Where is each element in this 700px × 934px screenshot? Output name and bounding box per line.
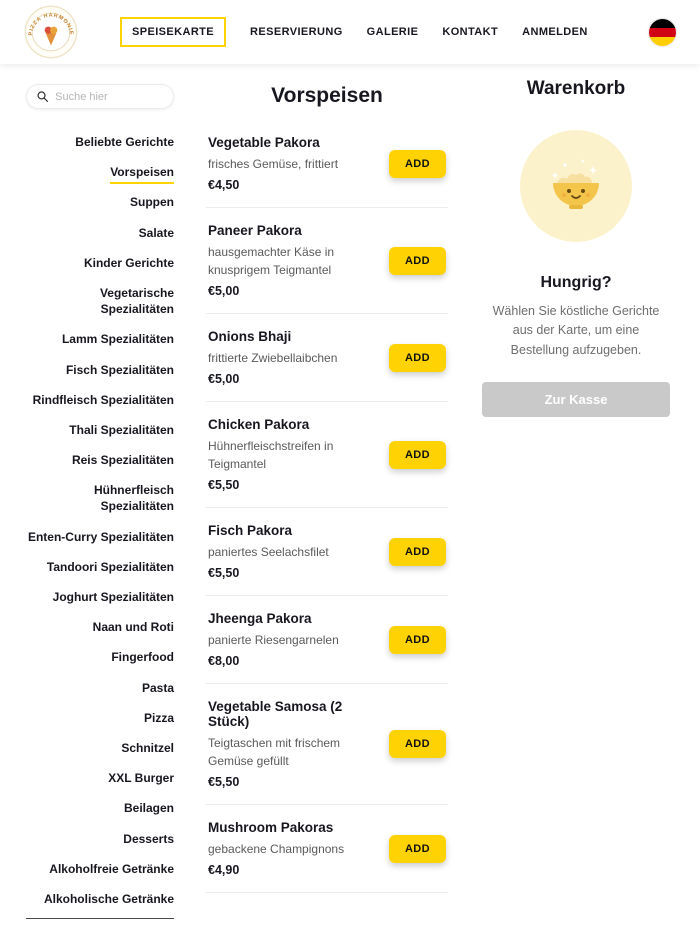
- menu-item-info: [208, 223, 377, 298]
- sidebar-item-label: Schnitzel: [121, 740, 174, 755]
- sidebar-item[interactable]: [26, 884, 174, 914]
- nav-item-speisekarte[interactable]: SPEISEKARTE: [120, 17, 226, 47]
- sidebar-item-label: Beilagen: [123, 801, 174, 816]
- menu-item-price: €4,90: [208, 863, 240, 877]
- menu-item-name: Vegetable Pakora: [208, 135, 320, 150]
- sidebar-item-label: Fingerfood: [111, 650, 174, 665]
- sidebar-item-label: Desserts: [123, 831, 174, 846]
- menu-item-info: [208, 135, 377, 192]
- menu-item-info: [208, 523, 377, 580]
- menu-item: [206, 596, 448, 684]
- sidebar-item[interactable]: [26, 187, 174, 217]
- cart-illustration-circle: [520, 130, 632, 242]
- menu-item-name: Vegetable Samosa (2 Stück): [208, 699, 343, 729]
- sidebar-item[interactable]: [26, 157, 174, 187]
- cart-empty-description: Wählen Sie köstliche Gerichte aus der Karte, um eine Bestellung aufzugeben.: [492, 304, 660, 357]
- sidebar-item-label: Reis Spezialitäten: [71, 453, 174, 468]
- svg-text:PIZZA HARMONIE: PIZZA HARMONIE: [27, 12, 75, 36]
- menu-item-price: €5,50: [208, 775, 240, 789]
- search-input[interactable]: [55, 91, 163, 103]
- category-list: [26, 127, 174, 914]
- sidebar-item[interactable]: [26, 552, 174, 582]
- menu-item-info: [208, 820, 377, 877]
- sidebar-item-label: Joghurt Spezialitäten: [52, 590, 174, 604]
- sidebar-item[interactable]: [26, 278, 174, 324]
- sidebar-item-label: Pizza: [143, 710, 174, 725]
- menu-item-description: paniertes Seelachsfilet: [208, 545, 329, 559]
- sidebar-item[interactable]: [26, 522, 174, 552]
- nav-item-reservierung[interactable]: RESERVIERUNG: [250, 26, 343, 38]
- checkout-button[interactable]: Zur Kasse: [482, 382, 670, 417]
- sidebar: [0, 64, 190, 934]
- main-nav: [120, 17, 649, 47]
- menu-item-info: [208, 329, 377, 386]
- sidebar-item[interactable]: [26, 763, 174, 793]
- sidebar-item[interactable]: [26, 355, 174, 385]
- add-button[interactable]: ADD: [389, 344, 446, 372]
- sidebar-item[interactable]: [26, 854, 174, 884]
- sidebar-item[interactable]: [26, 127, 174, 157]
- menu-item-name: Paneer Pakora: [208, 223, 302, 238]
- sidebar-item[interactable]: [26, 824, 174, 854]
- sidebar-item[interactable]: [26, 248, 174, 278]
- menu-item-description: Teigtaschen mit frischem Gemüse gefüllt: [208, 736, 341, 768]
- add-button[interactable]: ADD: [389, 441, 446, 469]
- menu-item-info: [208, 699, 377, 789]
- search-icon: [37, 90, 48, 103]
- menu-item-price: €8,00: [208, 654, 240, 668]
- sidebar-item-label: Enten-Curry Spezialitäten: [27, 529, 174, 544]
- menu-item-description: panierte Riesengarnelen: [208, 633, 339, 647]
- menu-item: [206, 402, 448, 508]
- smiling-bowl-icon: [543, 153, 609, 219]
- menu-item-name: Jheenga Pakora: [208, 611, 312, 626]
- sidebar-item[interactable]: [26, 324, 174, 354]
- sidebar-item[interactable]: [26, 793, 174, 823]
- menu-item-price: €5,50: [208, 478, 240, 492]
- menu-item-price: €5,00: [208, 372, 240, 386]
- sidebar-item-label: Fisch Spezialitäten: [65, 362, 174, 377]
- german-flag-icon[interactable]: [649, 19, 676, 46]
- menu-item-description: Hühnerfleischstreifen in Teigmantel: [208, 439, 334, 471]
- cart-empty-heading: Hungrig?: [540, 274, 612, 291]
- sidebar-item-label: Salate: [138, 225, 174, 240]
- add-button[interactable]: ADD: [389, 835, 446, 863]
- menu-item-name: Chicken Pakora: [208, 417, 310, 432]
- sidebar-item-label: XXL Burger: [108, 771, 174, 786]
- sidebar-item[interactable]: [26, 642, 174, 672]
- sidebar-item[interactable]: [26, 218, 174, 248]
- sidebar-item[interactable]: [26, 582, 174, 612]
- menu-item-description: gebackene Champignons: [208, 842, 345, 856]
- menu-item: [206, 508, 448, 596]
- menu-item-description: hausgemachter Käse in knusprigem Teigmantel: [208, 245, 335, 277]
- menu-item-price: €4,50: [208, 178, 240, 192]
- menu-item-list: [206, 120, 448, 893]
- sidebar-item[interactable]: [26, 385, 174, 415]
- sidebar-item-label: Tandoori Spezialitäten: [46, 559, 174, 574]
- sidebar-item-label: Suppen: [130, 195, 174, 210]
- sidebar-divider: [26, 918, 174, 919]
- sidebar-item-label: Lamm Spezialitäten: [61, 332, 174, 347]
- sidebar-item-label: Alkoholfreie Getränke: [49, 861, 174, 876]
- menu-item-price: €5,00: [208, 284, 240, 298]
- add-button[interactable]: ADD: [389, 626, 446, 654]
- sidebar-item-label: Beliebte Gerichte: [75, 135, 174, 149]
- header: [0, 0, 700, 64]
- sidebar-item-label: Thali Spezialitäten: [69, 422, 174, 437]
- add-button[interactable]: ADD: [389, 247, 446, 275]
- search-box: [26, 84, 174, 109]
- sidebar-item-label: Vorspeisen: [110, 165, 174, 184]
- menu-item: [206, 208, 448, 314]
- sidebar-item-label: Alkoholische Getränke: [43, 891, 174, 906]
- menu-item-info: [208, 611, 377, 668]
- menu-item-name: Fisch Pakora: [208, 523, 293, 538]
- nav-item-anmelden[interactable]: ANMELDEN: [522, 26, 588, 38]
- sidebar-item-label: Rindfleisch Spezialitäten: [32, 392, 174, 407]
- sidebar-item[interactable]: [26, 673, 174, 703]
- menu-item-price: €5,50: [208, 566, 240, 580]
- sidebar-item[interactable]: [26, 415, 174, 445]
- add-button[interactable]: ADD: [389, 150, 446, 178]
- cart-title: Warenkorb: [526, 78, 626, 99]
- menu-item-description: frittierte Zwiebellaibchen: [208, 351, 338, 365]
- sidebar-item-label: Kinder Gerichte: [83, 255, 174, 270]
- page-title: Vorspeisen: [271, 84, 383, 107]
- sidebar-item-label: Vegetarische Spezialitäten: [99, 285, 174, 317]
- nav-item-galerie[interactable]: GALERIE: [366, 26, 419, 38]
- menu-item-description: frisches Gemüse, frittiert: [208, 157, 339, 171]
- nav-item-kontakt[interactable]: KONTAKT: [442, 26, 499, 38]
- add-button[interactable]: ADD: [389, 730, 446, 758]
- menu-item: [206, 684, 448, 805]
- menu-item: [206, 314, 448, 402]
- sidebar-item-label: Naan und Roti: [92, 620, 174, 635]
- sidebar-item[interactable]: [26, 445, 174, 475]
- menu-item: [206, 805, 448, 893]
- sidebar-item-label: Hühnerfleisch Spezialitäten: [93, 483, 174, 514]
- menu-item-info: [208, 417, 377, 492]
- sidebar-item[interactable]: [26, 475, 174, 521]
- page-layout: [0, 64, 700, 934]
- sidebar-item-label: Pasta: [141, 680, 174, 695]
- sidebar-item[interactable]: [26, 703, 174, 733]
- pizza-harmonie-logo-icon: [24, 5, 78, 59]
- logo[interactable]: [24, 5, 78, 59]
- sidebar-item[interactable]: [26, 733, 174, 763]
- add-button[interactable]: ADD: [389, 538, 446, 566]
- menu-section: [190, 64, 468, 934]
- menu-item-name: Onions Bhaji: [208, 329, 292, 344]
- sidebar-item[interactable]: [26, 612, 174, 642]
- menu-item-name: Mushroom Pakoras: [208, 820, 334, 835]
- cart-panel: [468, 64, 700, 934]
- menu-item: [206, 120, 448, 208]
